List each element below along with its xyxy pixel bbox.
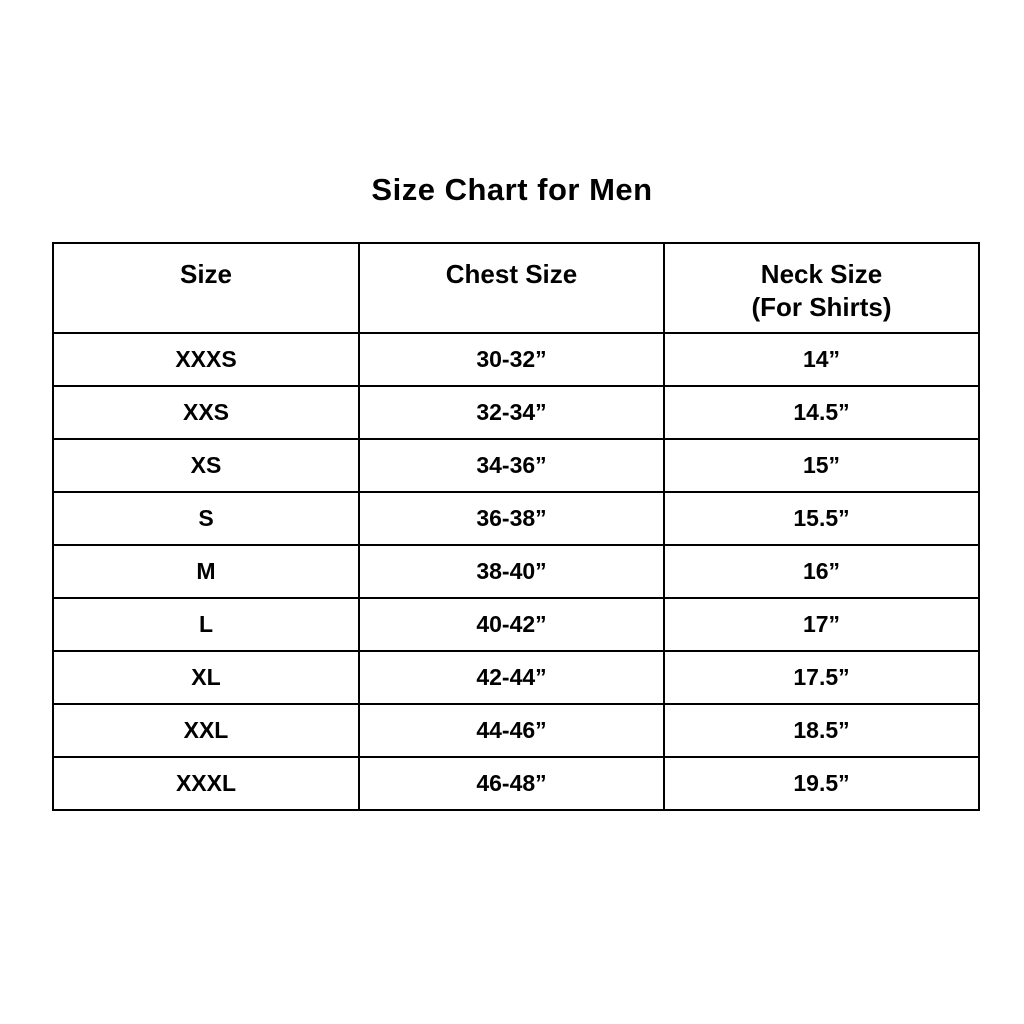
size-chart-table (52, 242, 980, 811)
size-cell: S (53, 492, 359, 545)
neck-size-cell: 18.5” (664, 704, 979, 757)
neck-size-cell: 15.5” (664, 492, 979, 545)
size-cell: XXXS (53, 333, 359, 386)
table-header (53, 243, 979, 333)
neck-size-cell: 14.5” (664, 386, 979, 439)
size-cell: XS (53, 439, 359, 492)
chest-size-cell: 34-36” (359, 439, 664, 492)
chest-size-cell: 38-40” (359, 545, 664, 598)
chest-size-cell: 46-48” (359, 757, 664, 810)
table-row (53, 492, 979, 545)
table-row (53, 439, 979, 492)
table-row (53, 545, 979, 598)
chest-size-cell: 44-46” (359, 704, 664, 757)
size-cell: XL (53, 651, 359, 704)
table-row (53, 757, 979, 810)
neck-size-cell: 17.5” (664, 651, 979, 704)
neck-size-cell: 14” (664, 333, 979, 386)
size-cell: XXL (53, 704, 359, 757)
table-row (53, 598, 979, 651)
table-row (53, 333, 979, 386)
chest-size-cell: 42-44” (359, 651, 664, 704)
neck-size-cell: 17” (664, 598, 979, 651)
chest-size-cell: 36-38” (359, 492, 664, 545)
size-cell: XXS (53, 386, 359, 439)
size-cell: L (53, 598, 359, 651)
header-size (53, 243, 359, 333)
chest-size-cell: 32-34” (359, 386, 664, 439)
table-row (53, 704, 979, 757)
neck-size-cell: 15” (664, 439, 979, 492)
table-row (53, 386, 979, 439)
header-chest-size-label: Chest Size (445, 259, 578, 289)
neck-size-cell: 19.5” (664, 757, 979, 810)
header-size-label: Size (179, 259, 233, 289)
header-chest-size (359, 243, 664, 333)
size-cell: XXXL (53, 757, 359, 810)
table-row (53, 651, 979, 704)
chest-size-cell: 30-32” (359, 333, 664, 386)
header-neck-size-sublabel: (For Shirts) (751, 291, 892, 322)
size-cell: M (53, 545, 359, 598)
header-neck-size-label: Neck Size (760, 259, 883, 289)
header-row (53, 243, 979, 333)
table-body (53, 333, 979, 810)
chest-size-cell: 40-42” (359, 598, 664, 651)
page-title: Size Chart for Men (371, 172, 653, 207)
header-neck-size (664, 243, 979, 333)
neck-size-cell: 16” (664, 545, 979, 598)
